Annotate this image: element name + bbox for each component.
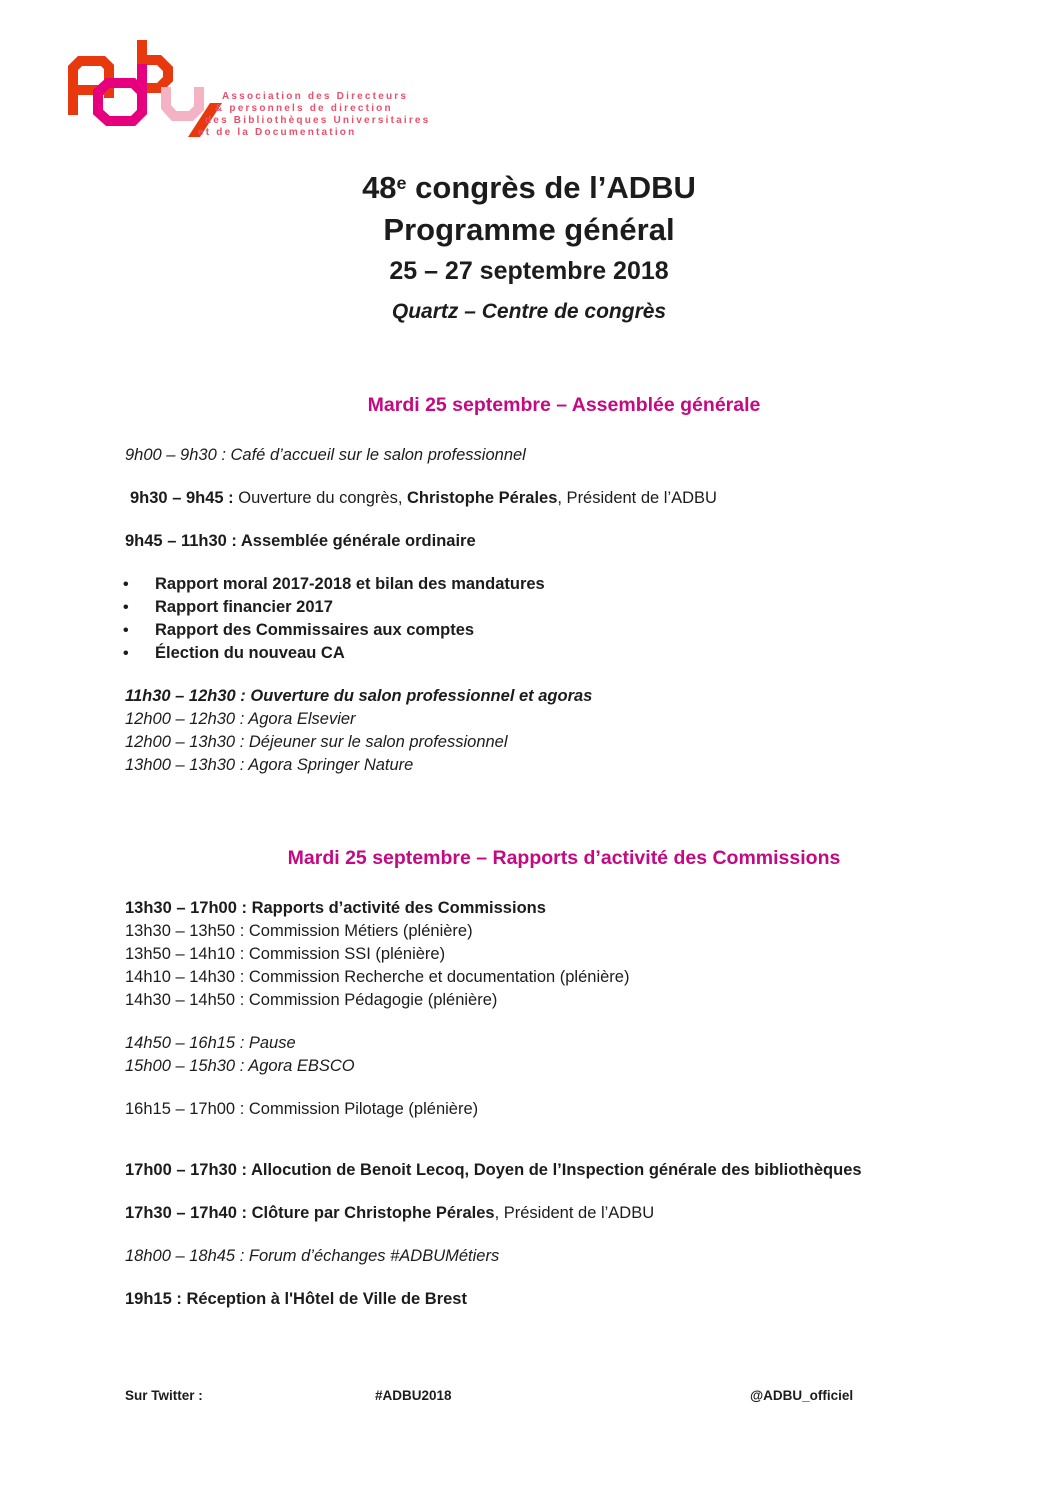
section-heading: Mardi 25 septembre – Rapports d’activité des Commissions (287, 847, 841, 869)
line-segment: Christophe Pérales (407, 489, 558, 507)
program-line: 12h00 – 13h30 : Déjeuner sur le salon professionnel (125, 733, 508, 751)
program-line: 12h00 – 12h30 : Agora Elsevier (125, 710, 356, 728)
footer-hashtag: #ADBU2018 (375, 1388, 452, 1403)
program (0, 394, 1058, 1311)
adbu-logo-tagline (198, 91, 430, 139)
page-title-line1 (0, 169, 1058, 211)
bullet-item: • Élection du nouveau CA (125, 642, 1003, 665)
program-line: 13h00 – 13h30 : Agora Springer Nature (125, 756, 414, 774)
title-block (0, 169, 1058, 324)
title-rest: congrès de l’ADBU (406, 170, 696, 205)
program-line: 15h00 – 15h30 : Agora EBSCO (125, 1057, 355, 1075)
program-line: 14h10 – 14h30 : Commission Recherche et documentation (plénière) (125, 968, 630, 986)
event-venue: Quartz – Centre de congrès (391, 300, 667, 323)
program-line: 13h30 – 13h50 : Commission Métiers (plénière) (125, 922, 473, 940)
tagline-line: et de la Documentation (198, 127, 357, 138)
program-line (125, 1202, 1003, 1225)
bullet-item: • Rapport des Commissaires aux comptes (125, 619, 1003, 642)
logo-letter-u (166, 87, 199, 116)
program-line: 13h30 – 17h00 : Rapports d’activité des Commissions (125, 899, 546, 917)
event-dates: 25 – 27 septembre 2018 (389, 257, 669, 285)
section-heading: Mardi 25 septembre – Assemblée générale (367, 394, 761, 416)
program-line: 17h00 – 17h30 : Allocution de Benoit Lecoq, Doyen de l’Inspection générale des bibliothèques (125, 1161, 862, 1179)
line-segment: Ouverture du congrès, (238, 489, 407, 507)
program-line (125, 487, 1003, 510)
page-title-line2: Programme général (383, 212, 675, 247)
footer-twitter-label: Sur Twitter : (125, 1388, 203, 1403)
line-segment: 17h30 – 17h40 : Clôture par Christophe Pérales (125, 1204, 495, 1222)
tagline-line: & personnels de direction (215, 103, 393, 114)
footer-handle: @ADBU_officiel (750, 1388, 854, 1403)
adbu-logo (62, 36, 482, 146)
line-segment: 9h30 – 9h45 : (130, 489, 239, 507)
line-segment: , Président de l’ADBU (557, 489, 717, 507)
bullet-item: • Rapport financier 2017 (125, 596, 1003, 619)
line-segment: , Président de l’ADBU (494, 1204, 655, 1222)
program-line: 11h30 – 12h30 : Ouverture du salon professionnel et agoras (125, 687, 593, 705)
program-line: 14h50 – 16h15 : Pause (125, 1034, 296, 1052)
program-line: 9h45 – 11h30 : Assemblée générale ordinaire (125, 532, 476, 550)
program-line: 16h15 – 17h00 : Commission Pilotage (plénière) (125, 1100, 479, 1118)
ordinal-suffix: e (396, 173, 407, 194)
program-line: 9h00 – 9h30 : Café d’accueil sur le salon professionnel (125, 446, 526, 464)
bullet-list (125, 573, 1003, 665)
program-line: 19h15 : Réception à l'Hôtel de Ville de Brest (125, 1290, 467, 1308)
tagline-line: des Bibliothèques Universitaires (205, 115, 431, 126)
congress-number: 48 (362, 170, 397, 205)
bullet-item: • Rapport moral 2017-2018 et bilan des mandatures (125, 573, 1003, 596)
program-line: 18h00 – 18h45 : Forum d’échanges #ADBUMétiers (125, 1247, 500, 1265)
program-line: 13h50 – 14h10 : Commission SSI (plénière) (125, 945, 446, 963)
program-line: 14h30 – 14h50 : Commission Pédagogie (plénière) (125, 991, 498, 1009)
tagline-line: Association des Directeurs (222, 91, 409, 102)
